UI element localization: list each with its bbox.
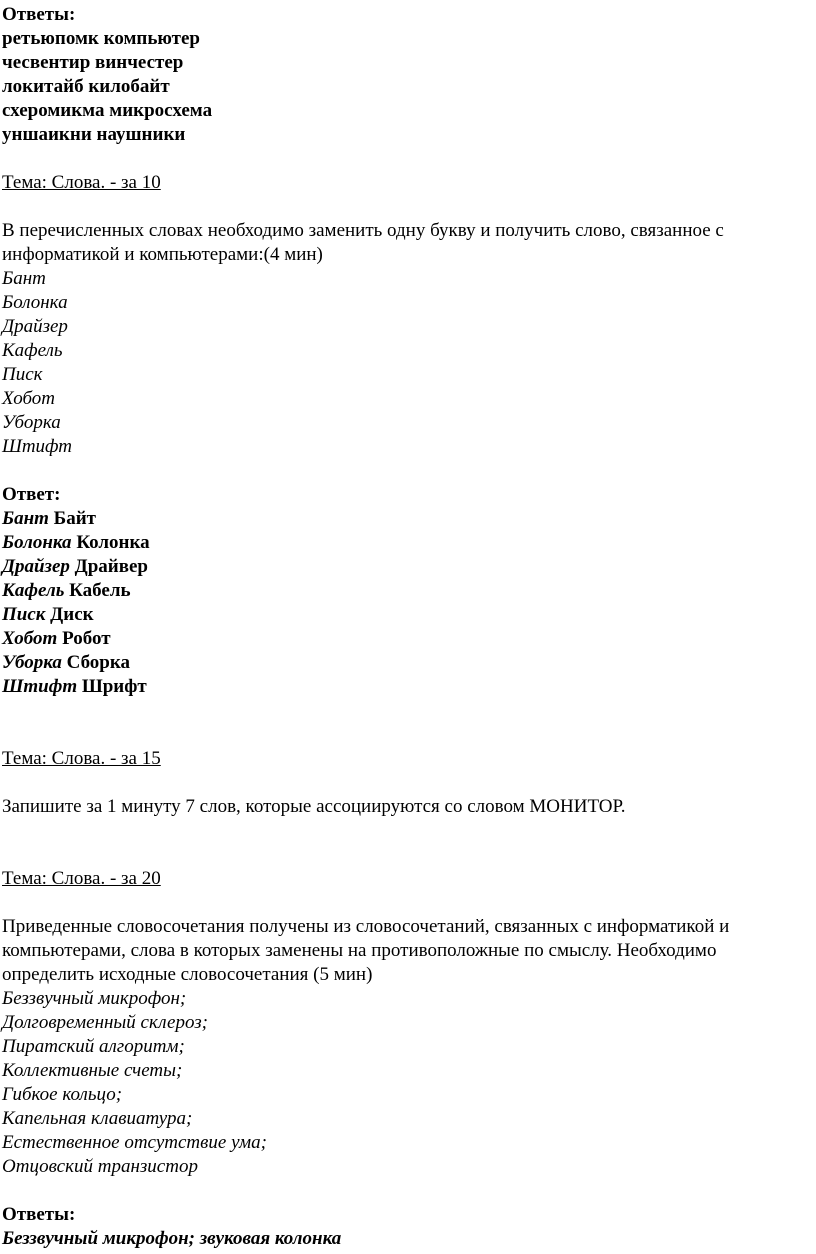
word-item: Хобот xyxy=(2,388,56,409)
answer-line: схеромикма микросхема xyxy=(2,100,213,121)
topic-15-title: Тема: Слова. - за 15 xyxy=(2,748,161,769)
phrase-item: Естественное отсутствие ума; xyxy=(2,1132,267,1153)
phrase-item: Пиратский алгоритм; xyxy=(2,1036,185,1057)
word-item: Болонка xyxy=(2,292,68,313)
word-item: Драйзер xyxy=(2,316,68,337)
answer-pair: Кафель Кабель xyxy=(2,580,131,601)
topic-10-title: Тема: Слова. - за 10 xyxy=(2,172,161,193)
phrase-item: Долговременный склероз; xyxy=(2,1012,208,1033)
answers-heading: Ответы: xyxy=(2,4,76,25)
phrase-item: Коллективные счеты; xyxy=(2,1060,183,1081)
answer-line: уншаикни наушники xyxy=(2,124,186,145)
phrase-item: Отцовский транзистор xyxy=(2,1156,198,1177)
phrase-item: Гибкое кольцо; xyxy=(2,1084,123,1105)
answer-pair: Болонка Колонка xyxy=(2,532,150,553)
answer-pair: Беззвучный микрофон; звуковая колонка xyxy=(2,1228,342,1249)
word-item: Бант xyxy=(2,268,46,289)
answer-line: чесвентир винчестер xyxy=(2,52,184,73)
word-item: Кафель xyxy=(2,340,63,361)
phrase-item: Капельная клавиатура; xyxy=(2,1108,193,1129)
topic-20-title: Тема: Слова. - за 20 xyxy=(2,868,161,889)
phrase-item: Беззвучный микрофон; xyxy=(2,988,187,1009)
answer-pair: Уборка Сборка xyxy=(2,652,131,673)
answer-pair: Бант Байт xyxy=(2,508,96,529)
topic-10-task: В перечисленных словах необходимо заменить одну букву и получить слово, связанное с информатикой и компьютерами:(4 мин) xyxy=(2,220,724,265)
topic-15-task: Запишите за 1 минуту 7 слов, которые ассоциируются со словом МОНИТОР. xyxy=(2,796,626,817)
topic-20-task: Приведенные словосочетания получены из словосочетаний, связанных с информатикой и компьютерами, слова в которых заменены на противоположные по смыслу. Необходимо определить исходные словосочетания (5 мин) xyxy=(2,916,730,985)
answer-line: локитайб килобайт xyxy=(2,76,170,97)
document-page xyxy=(2,3,814,1251)
answer-pair: Писк Диск xyxy=(2,604,94,625)
answer-pair: Штифт Шрифт xyxy=(2,676,147,697)
word-item: Штифт xyxy=(2,436,72,457)
word-item: Писк xyxy=(2,364,43,385)
word-item: Уборка xyxy=(2,412,61,433)
answer-pair: Драйзер Драйвер xyxy=(2,556,149,577)
topic-10-answer-heading: Ответ: xyxy=(2,484,61,505)
answer-pair: Хобот Робот xyxy=(2,628,111,649)
topic-20-answer-heading: Ответы: xyxy=(2,1204,76,1225)
answer-line: ретьюпомк компьютер xyxy=(2,28,200,49)
